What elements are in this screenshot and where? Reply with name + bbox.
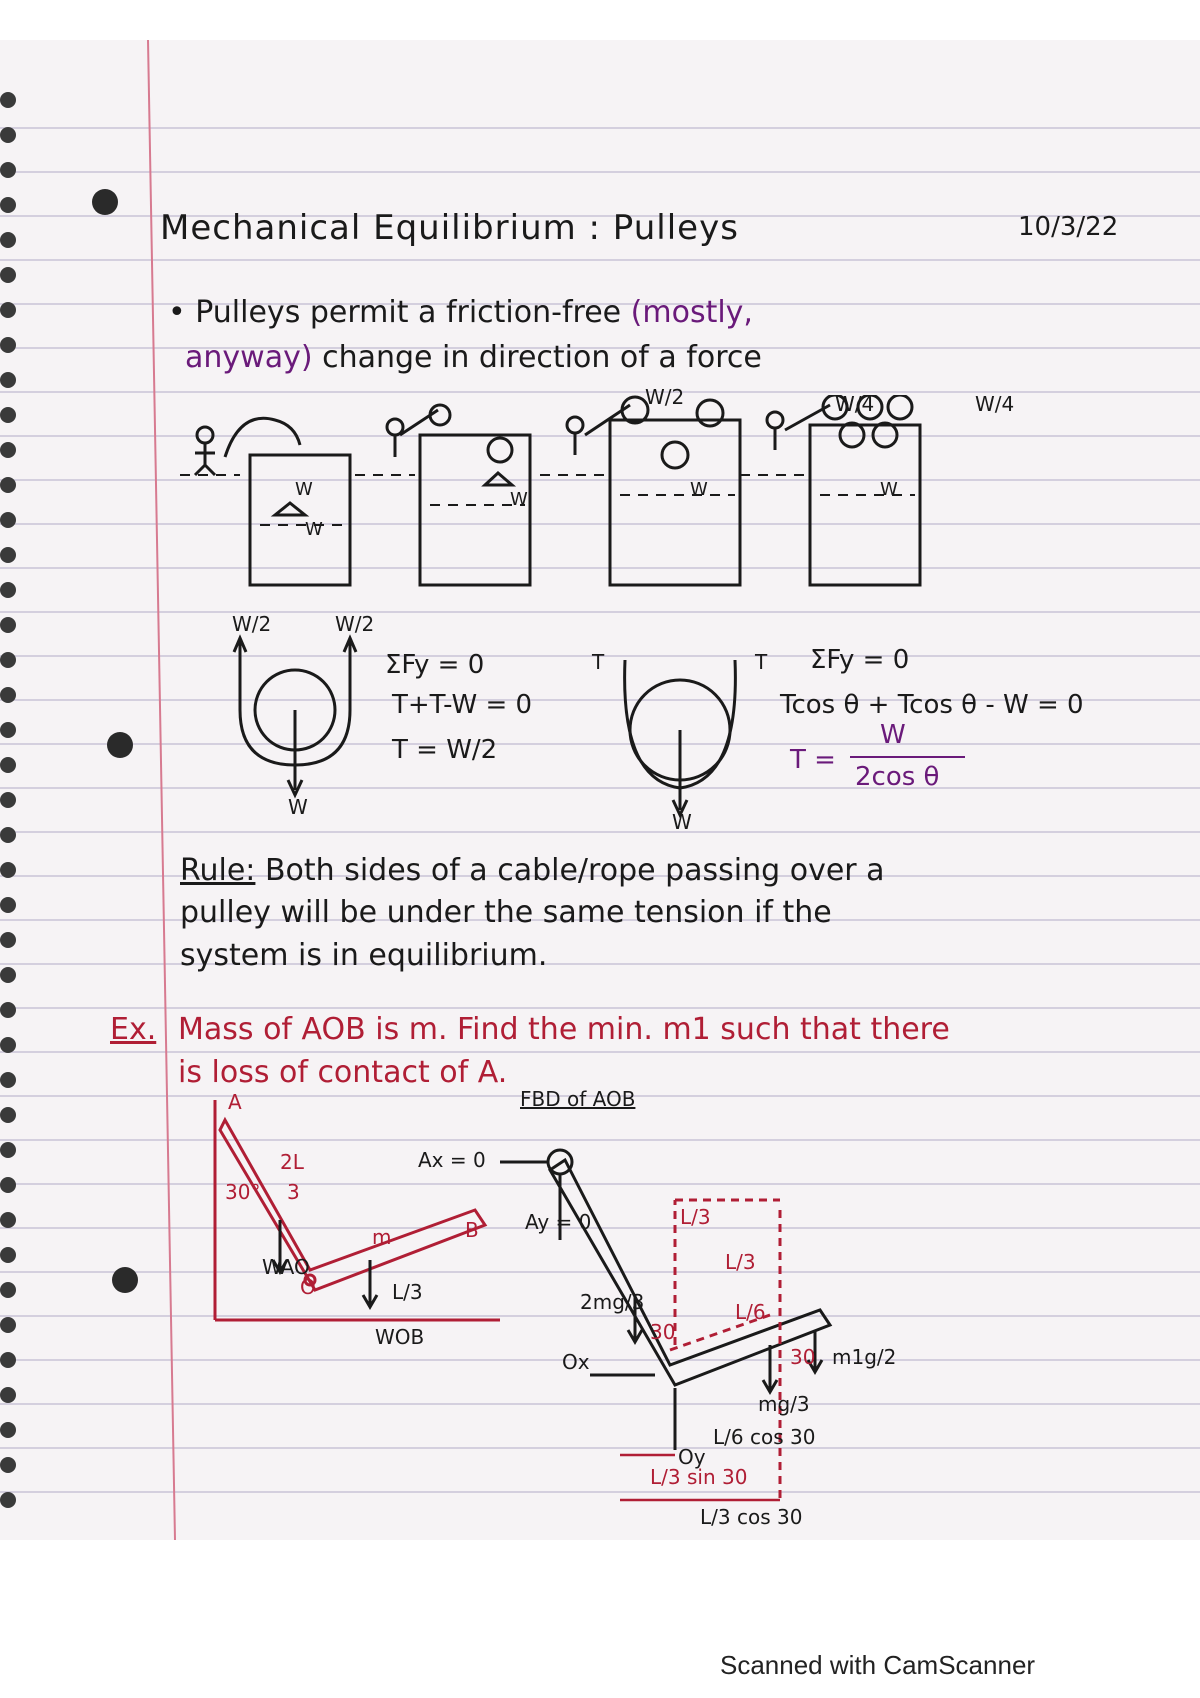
tank-1: [250, 455, 350, 585]
left-top-label-right: W/2: [335, 612, 375, 636]
fbd-angle-2: 30: [790, 1345, 816, 1369]
label-w-half-top: W/2: [645, 385, 685, 409]
punch-hole-top: [92, 189, 118, 215]
tank-4: [810, 425, 920, 585]
pulley-4e: [873, 423, 897, 447]
example-line-2: is loss of contact of A.: [178, 1055, 508, 1090]
left-eq-sum: ΣFy = 0: [385, 650, 485, 680]
fig-label-m: m: [372, 1225, 392, 1249]
fig-label-a: A: [228, 1090, 242, 1114]
example-label: Ex.: [110, 1012, 157, 1047]
fbd-m1g: m1g/2: [832, 1345, 897, 1369]
fbd-l6: L/6: [735, 1300, 766, 1324]
bullet-line-1: [168, 295, 753, 330]
bent-bar-figure: [210, 1100, 510, 1330]
fbd-mg3: mg/3: [758, 1392, 810, 1416]
punch-hole-bottom: [112, 1267, 138, 1293]
rule-text-1: Both sides of a cable/rope passing over a: [264, 853, 885, 888]
bullet-highlight-2: anyway): [185, 340, 313, 375]
left-eq-line3: T = W/2: [392, 735, 498, 765]
right-eq-sum: ΣFy = 0: [810, 645, 910, 675]
fbd-l3-mid: L/3: [725, 1250, 756, 1274]
tank-3: [610, 420, 740, 585]
left-bottom-label: W: [288, 795, 308, 819]
fbd-l3-top: L/3: [680, 1205, 711, 1229]
pulley-4d: [840, 423, 864, 447]
fbd-bar-outline: [550, 1160, 830, 1385]
page-title: Mechanical Equilibrium : Pulleys: [160, 208, 739, 248]
rule-line-2: pulley will be under the same tension if the: [180, 895, 832, 930]
fbd-ox: Ox: [562, 1350, 590, 1374]
right-eq-line3-num: W: [880, 720, 906, 750]
example-line-1: Mass of AOB is m. Find the min. m1 such that there: [178, 1012, 950, 1047]
fig-label-o: O: [300, 1275, 316, 1299]
pulley-3b: [662, 442, 688, 468]
fbd-oy: Oy: [678, 1445, 706, 1469]
bullet-text-2: change in direction of a force: [322, 340, 762, 375]
fbd-angle-1: 30: [650, 1320, 676, 1344]
rope-1: [225, 418, 300, 457]
right-t-right: T: [755, 650, 768, 674]
bar-outline: [220, 1120, 485, 1290]
fbd-mg23: 2mg/3: [580, 1290, 645, 1314]
pulley-2b: [488, 438, 512, 462]
fig-label-l3: L/3: [392, 1280, 423, 1304]
pulley-4c: [888, 395, 912, 419]
pulley-systems-sketch: [180, 395, 1010, 595]
fig-label-len-num: 2L: [280, 1150, 304, 1174]
fig-label-wob: WOB: [375, 1325, 425, 1349]
punch-hole-middle: [107, 732, 133, 758]
label-w2: W: [305, 519, 323, 540]
fig-label-angle: 30°: [225, 1180, 261, 1204]
rule-label: Rule:: [180, 853, 256, 888]
pulley-fbd-right: [600, 650, 760, 830]
fraction-bar: [850, 756, 965, 758]
fbd-dist-2: L/3 sin 30: [650, 1465, 748, 1489]
label-w-quarter-right: W/4: [975, 392, 1015, 416]
label-w4: W: [690, 479, 708, 500]
pulley-3c: [697, 400, 723, 426]
scanner-watermark: Scanned with CamScanner: [720, 1650, 1036, 1680]
rule-line-3: system is in equilibrium.: [180, 938, 548, 973]
right-bottom-label: W: [672, 810, 692, 834]
label-w-quarter-left: W/4: [835, 392, 875, 416]
right-eq-line3-den: 2cos θ: [855, 762, 940, 792]
bullet-text-1: • Pulleys permit a friction-free: [168, 295, 622, 330]
fig-label-wao: WAO: [262, 1255, 310, 1279]
fig-label-len-den: 3: [287, 1180, 300, 1204]
fbd-dist-3: L/3 cos 30: [700, 1505, 803, 1529]
bullet-highlight-1: (mostly,: [630, 295, 753, 330]
right-t-left: T: [592, 650, 605, 674]
note-date: 10/3/22: [1018, 212, 1119, 242]
fbd-ax: Ax = 0: [418, 1148, 486, 1172]
right-eq-line3-lhs: T =: [790, 745, 836, 775]
right-eq-line2: Tcos θ + Tcos θ - W = 0: [780, 690, 1084, 720]
left-eq-line2: T+T-W = 0: [392, 690, 533, 720]
tank-2: [420, 435, 530, 585]
fbd-ay: Ay = 0: [525, 1210, 592, 1234]
fbd-dist-1: L/6 cos 30: [713, 1425, 816, 1449]
label-w1: W: [295, 479, 313, 500]
fbd-title: FBD of AOB: [520, 1087, 636, 1111]
title-underline: [160, 250, 1060, 256]
fig-label-b: B: [465, 1218, 479, 1242]
left-top-label-left: W/2: [232, 612, 272, 636]
label-w3: W: [510, 489, 528, 510]
rule-line-1: [180, 853, 885, 888]
bullet-line-2: [185, 340, 762, 375]
label-w5: W: [880, 479, 898, 500]
